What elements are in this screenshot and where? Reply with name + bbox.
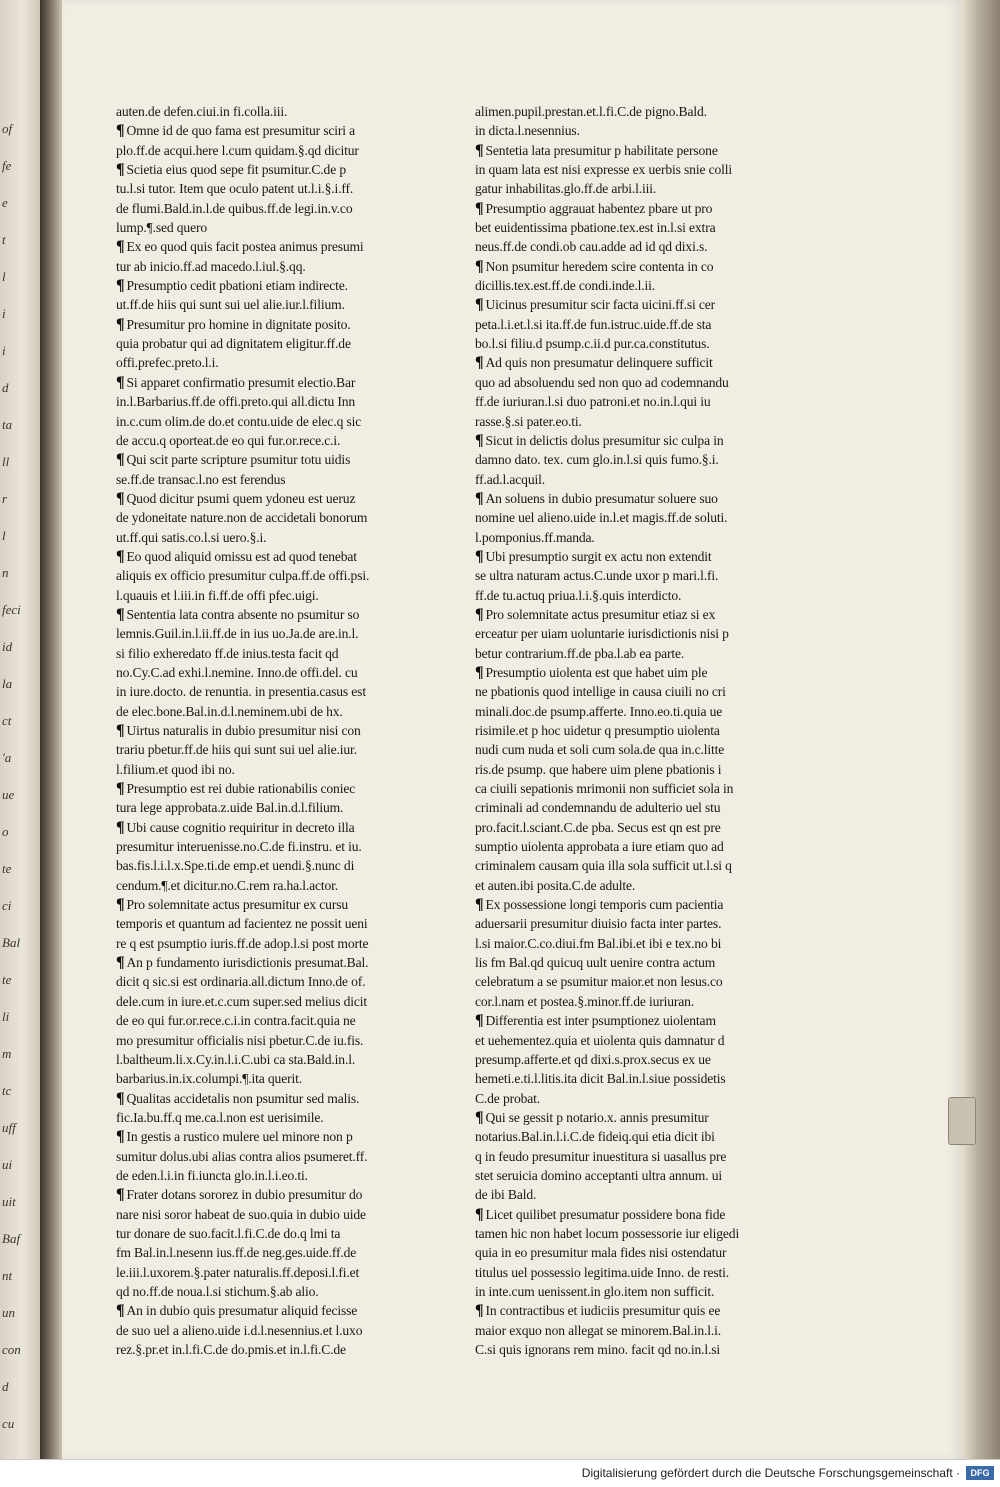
digitization-footer	[0, 1459, 1000, 1487]
facing-page-fragment: n	[2, 565, 9, 580]
text-line: dicillis.tex.est.ff.de condi.inde.l.ii.	[475, 278, 656, 294]
text-line: tamen hic non habet locum possessorie iur eligedi	[475, 1225, 740, 1241]
facing-page-fragment: 'a	[2, 750, 12, 765]
text-line: se.ff.de transac.l.no est ferendus	[116, 471, 286, 487]
text-line: sumitur dolus.ubi alias contra alios psumeret.ff.	[116, 1148, 368, 1164]
text-line	[116, 547, 434, 566]
text-line: tur donare de suo.facit.l.fi.C.de do.q lmi ta	[116, 1225, 341, 1241]
text-line	[116, 315, 434, 334]
text-line-content: Qualitas accidetalis non psumitur sed malis.	[126, 1090, 360, 1106]
text-line: auten.de defen.ciui.in fi.colla.iii.	[116, 104, 288, 119]
paragraph-mark-icon: ¶	[116, 122, 125, 140]
page-clip	[948, 1097, 976, 1145]
facing-page-fragment: ui	[2, 1157, 13, 1172]
text-line: in.l.Barbarius.ff.de offi.preto.qui all.dictu Inn	[116, 394, 356, 410]
text-line: sumptio uiolenta approbata a iure etiam quo ad	[475, 839, 724, 855]
text-line-content: An in dubio quis presumatur aliquid fecisse	[126, 1303, 358, 1319]
facing-page-fragment: ta	[2, 417, 13, 432]
facing-page-fragment: e	[2, 195, 8, 210]
text-line	[475, 1301, 793, 1320]
text-line-content: Differentia est inter psumptionez uiolentam	[485, 1013, 716, 1029]
paragraph-mark-icon: ¶	[475, 663, 484, 681]
facing-page-fragment: ll	[2, 454, 10, 469]
text-line-content: Frater dotans sororez in dubio presumitur do	[126, 1187, 363, 1203]
facing-page-fragment: tc	[2, 1083, 12, 1098]
paragraph-mark-icon: ¶	[116, 315, 125, 333]
text-line: in inte.cum uenissent.in glo.item non sufficit.	[475, 1283, 715, 1299]
text-line: risimile.et p hoc uidetur q presumptio uiolenta	[475, 723, 720, 738]
facing-page-fragment: of	[2, 121, 13, 136]
text-line	[475, 489, 793, 508]
paragraph-mark-icon: ¶	[116, 489, 125, 507]
text-line	[116, 1301, 434, 1320]
text-line	[116, 895, 434, 914]
facing-page-fragment: t	[2, 232, 6, 247]
text-line-content: Pro solemnitate actus presumitur ex cursu	[126, 897, 348, 913]
text-line: celebratum a se psumitur maior.et non lesus.co	[475, 974, 723, 990]
text-line: ris.de psump. que habere uim plene pbationis i	[475, 761, 722, 777]
text-line: l.pomponius.ff.manda.	[475, 529, 595, 545]
paragraph-mark-icon: ¶	[475, 199, 484, 217]
text-line: presumitur interuenisse.no.C.de fi.instru. et iu.	[116, 839, 362, 855]
text-line: presump.afferte.et qd dixi.s.prox.secus ex ue	[475, 1051, 711, 1067]
paragraph-mark-icon: ¶	[116, 277, 125, 295]
text-line-content: Eo quod aliquid omissu est ad quod tenebat	[126, 548, 357, 564]
text-line-content: Quod dicitur psumi quem ydoneu est ueruz	[126, 490, 356, 506]
text-line: ff.de tu.actuq priua.l.i.§.quis interdicto.	[475, 587, 682, 603]
text-line: lis fm Bal.qd quicuq uult uenire contra actum	[475, 955, 716, 971]
text-line: lemnis.Guil.in.l.ii.ff.de in ius uo.Ja.de are.in.l.	[116, 626, 359, 642]
paragraph-mark-icon: ¶	[475, 489, 484, 507]
text-line	[116, 450, 434, 469]
text-line	[475, 663, 793, 682]
text-line: rez.§.pr.et in.l.fi.C.de do.pmis.et in.l.fi.C.de	[116, 1342, 346, 1357]
book-gutter	[40, 0, 62, 1460]
text-line: betur contrarium.ff.de pba.l.ab ea parte.	[475, 645, 685, 661]
text-line	[116, 237, 434, 256]
text-line	[116, 605, 434, 624]
text-line: q in feudo presumitur inuestitura si uasallus pre	[475, 1148, 727, 1164]
paragraph-mark-icon: ¶	[475, 1012, 484, 1030]
text-line: l.quauis et l.iii.in fi.ff.de offi pfec.uigi.	[116, 587, 319, 603]
text-line-content: Si apparet confirmatio presumit electio.Bar	[126, 374, 356, 390]
text-line: re q est psumptio iuris.ff.de adop.l.si post morte	[116, 935, 369, 951]
text-line	[475, 257, 793, 276]
text-line: l.filium.et quod ibi no.	[116, 761, 235, 777]
text-line-content: Ad quis non presumatur delinquere sufficit	[485, 355, 713, 371]
dfg-logo: DFG	[966, 1466, 994, 1480]
facing-page-fragment: Baf	[2, 1231, 21, 1246]
paragraph-mark-icon: ¶	[116, 818, 125, 836]
text-line: titulus uel possessio legitima.uide Inno. de resti.	[475, 1264, 729, 1280]
text-line	[475, 895, 793, 914]
paragraph-mark-icon: ¶	[116, 161, 125, 179]
facing-page-fragment: ct	[2, 713, 12, 728]
text-line: de ibi Bald.	[475, 1187, 537, 1203]
text-line: erceatur per uiam uoluntarie iurisdictionis nisi p	[475, 626, 729, 642]
facing-page-fragment: feci	[2, 602, 21, 617]
text-line-content: Presumptio aggrauat habentez pbare ut pro	[485, 200, 713, 216]
facing-page-fragment: uit	[2, 1194, 16, 1209]
text-line-content: Non psumitur heredem scire contenta in co	[485, 258, 714, 274]
text-line: nudi cum nuda et soli cum sola.de qua in.c.litte	[475, 742, 725, 758]
text-line: fm Bal.in.l.nesenn ius.ff.de neg.ges.uide.ff.de	[116, 1245, 357, 1261]
paragraph-mark-icon: ¶	[116, 238, 125, 256]
facing-page-fragment: id	[2, 639, 13, 654]
text-line: de elec.bone.Bal.in.d.l.neminem.ubi de hx.	[116, 703, 343, 719]
text-line: cor.l.nam et postea.§.minor.ff.de iuriuran.	[475, 993, 695, 1009]
facing-page-fragment: d	[2, 1379, 9, 1394]
text-line	[116, 1089, 434, 1108]
text-line: ff.de iuriuran.l.si duo patroni.et no.in.l.qui iu	[475, 394, 711, 410]
text-line: aliquis ex officio presumitur culpa.ff.de offi.psi.	[116, 568, 370, 584]
text-line-content: Ubi presumptio surgit ex actu non extendit	[485, 548, 712, 564]
paragraph-mark-icon: ¶	[116, 896, 125, 914]
text-line: l.si maior.C.co.diui.fm Bal.ibi.et ibi e tex.no bi	[475, 935, 722, 951]
text-line: cendum.¶.et dicitur.no.C.rem ra.ha.l.actor.	[116, 877, 339, 893]
paragraph-mark-icon: ¶	[475, 257, 484, 275]
text-line: se ultra naturam actus.C.unde uxor p mari.l.fi.	[475, 568, 719, 584]
text-line	[475, 1011, 793, 1030]
paragraph-mark-icon: ¶	[116, 547, 125, 565]
text-line-content: Uirtus naturalis in dubio presumitur nisi con	[126, 723, 361, 738]
paragraph-mark-icon: ¶	[475, 605, 484, 623]
text-line: in quam lata est nisi expresse ex uerbis snie colli	[475, 162, 732, 178]
text-line-content: An soluens in dubio presumatur soluere suo	[485, 490, 718, 506]
facing-page-fragment: m	[2, 1046, 12, 1061]
text-line-content: Omne id de quo fama est presumitur sciri a	[126, 123, 356, 139]
facing-page-fragment: Bal	[2, 935, 21, 950]
facing-page-fragment: r	[2, 491, 8, 506]
paragraph-mark-icon: ¶	[475, 141, 484, 159]
paragraph-mark-icon: ¶	[116, 954, 125, 972]
text-line-content: Scietia eius quod sepe fit psumitur.C.de p	[126, 162, 346, 178]
paragraph-mark-icon: ¶	[475, 896, 484, 914]
paragraph-mark-icon: ¶	[116, 780, 125, 798]
facing-page-fragment: d	[2, 380, 9, 395]
paragraph-mark-icon: ¶	[116, 373, 125, 391]
text-line: trariu pbetur.ff.de hiis qui sunt sui uel alie.iur.	[116, 742, 357, 758]
text-line	[116, 160, 434, 179]
facing-page-fragment: te	[2, 972, 12, 987]
facing-page-fragment: i	[2, 343, 6, 358]
facing-page-fragment: un	[2, 1305, 15, 1320]
text-line: nomine uel alieno.uide in.l.et magis.ff.de soluti.	[475, 510, 728, 526]
text-line: in iure.docto. de renuntia. in presentia.casus est	[116, 684, 366, 700]
text-line	[116, 121, 434, 140]
text-line: dele.cum in iure.et.c.cum super.sed melius dicit	[116, 993, 368, 1009]
text-line: mo presumitur officialis nisi pbetur.C.de iu.fis.	[116, 1032, 364, 1048]
facing-page-fragment: ue	[2, 787, 15, 802]
text-line: l.baltheum.li.x.Cy.in.l.i.C.ubi ca sta.Bald.in.l.	[116, 1051, 356, 1067]
text-line	[116, 779, 434, 798]
text-line: bas.fis.l.i.l.x.Spe.ti.de emp.et uendi.§.nunc di	[116, 858, 355, 874]
page-stack-edge	[962, 0, 1000, 1460]
text-line	[116, 953, 434, 972]
text-line: barbarius.in.ix.columpi.¶.ita querit.	[116, 1071, 302, 1087]
text-line: gatur inhabilitas.glo.ff.de arbi.l.iii.	[475, 181, 657, 197]
text-line-content: Ex possessione longi temporis cum pacientia	[485, 897, 724, 913]
text-line-content: Sicut in delictis dolus presumitur sic culpa in	[485, 432, 724, 448]
facing-page-fragment: l	[2, 269, 6, 284]
paragraph-mark-icon: ¶	[116, 1302, 125, 1320]
text-line: dicit q sic.si est ordinaria.all.dictum Inno.de of.	[116, 974, 366, 990]
text-line-content: Licet quilibet presumatur possidere bona fide	[485, 1206, 726, 1222]
text-line: lump.¶.sed quero	[116, 220, 207, 236]
text-line	[116, 489, 434, 508]
text-line: quo ad absoluendu sed non quo ad codemnandu	[475, 374, 729, 390]
text-line: ff.ad.l.acquil.	[475, 471, 545, 487]
facing-page-fragment: fe	[2, 158, 12, 173]
text-line: hemeti.e.ti.l.litis.ita dicit Bal.in.l.siue possidetis	[475, 1071, 726, 1087]
text-line: neus.ff.de condi.ob cau.adde ad id qd dixi.s.	[475, 239, 708, 255]
paragraph-mark-icon: ¶	[475, 1205, 484, 1223]
facing-page-fragment: o	[2, 824, 9, 839]
text-line: et auten.ibi posita.C.de adulte.	[475, 877, 636, 893]
text-line	[475, 295, 793, 314]
facing-page-fragment: uff	[2, 1120, 16, 1135]
text-line	[116, 276, 434, 295]
text-line: quia in eo presumitur mala fides nisi ostendatur	[475, 1245, 727, 1261]
text-line: damno dato. tex. cum glo.in.l.si quis fumo.§.i.	[475, 452, 719, 468]
paragraph-mark-icon: ¶	[116, 1128, 125, 1146]
facing-page-fragment: cu	[2, 1416, 15, 1431]
text-line: no.Cy.C.ad exhi.l.nemine. Inno.de offi.del. cu	[116, 664, 358, 680]
text-line: de flumi.Bald.in.l.de quibus.ff.de legi.in.v.co	[116, 200, 353, 216]
text-line	[475, 431, 793, 450]
text-line	[475, 199, 793, 218]
text-line: tu.l.si tutor. Item que oculo patent ut.l.i.§.i.ff.	[116, 181, 354, 197]
text-line: si filio exheredato ff.de inius.testa facit qd	[116, 645, 339, 661]
paragraph-mark-icon: ¶	[475, 547, 484, 565]
facing-page-edge	[0, 0, 41, 1460]
paragraph-mark-icon: ¶	[475, 431, 484, 449]
facing-page-fragment: li	[2, 1009, 10, 1024]
text-line: maior exquo non allegat se minorem.Bal.in.l.i.	[475, 1322, 722, 1338]
text-line	[116, 373, 434, 392]
text-line	[475, 141, 793, 160]
text-line-content: Sentetia lata presumitur p habilitate persone	[485, 142, 718, 158]
text-line: criminali ad condemnandu de adulterio uel stu	[475, 800, 721, 816]
paragraph-mark-icon: ¶	[475, 1108, 484, 1126]
text-line	[116, 1127, 434, 1146]
text-line: qd no.ff.de noua.l.si stichum.§.ab alio.	[116, 1283, 319, 1299]
text-line-content: In contractibus et iudiciis presumitur quis ee	[485, 1303, 721, 1319]
text-line-content: Pro solemnitate actus presumitur etiaz si ex	[485, 606, 716, 622]
facing-page-fragment: con	[2, 1342, 21, 1357]
text-line-content: Uicinus presumitur scir facta uicini.ff.si cer	[485, 297, 716, 313]
footer-credit: Digitalisierung gefördert durch die Deutsche Forschungsgemeinschaft ·	[581, 1466, 960, 1480]
facing-page-fragment: l	[2, 528, 6, 543]
text-line: temporis et quantum ad facientez ne possit ueni	[116, 916, 368, 932]
paragraph-mark-icon: ¶	[475, 1302, 484, 1320]
text-line: stet seruicia domino acceptanti ultra annum. ui	[475, 1167, 722, 1183]
paragraph-mark-icon: ¶	[116, 605, 125, 623]
text-line-content: Presumitur pro homine in dignitate posito.	[126, 316, 351, 332]
facing-page-fragment: i	[2, 306, 6, 321]
text-line: ut.ff.de hiis qui sunt sui uel alie.iur.l.filium.	[116, 297, 345, 313]
paragraph-mark-icon: ¶	[475, 354, 484, 372]
text-line: aduersarii presumitur diuisio facta inter partes.	[475, 916, 722, 932]
text-line	[475, 547, 793, 566]
text-line: in.c.cum olim.de do.et contu.uide de elec.q sic	[116, 413, 362, 429]
text-line: peta.l.i.et.l.si ita.ff.de fun.istruc.uide.ff.de sta	[475, 316, 712, 332]
facing-page-fragment: nt	[2, 1268, 13, 1283]
text-column-left	[116, 102, 434, 1359]
text-column-right	[475, 102, 793, 1359]
text-line-content: Sententia lata contra absente no psumitur so	[126, 606, 360, 622]
text-line: rasse.§.si pater.eo.ti.	[475, 413, 582, 429]
paragraph-mark-icon: ¶	[116, 722, 125, 739]
text-line	[116, 721, 434, 740]
text-line: ca ciuili sepationis mrimonii non sufficiet sola in	[475, 781, 734, 797]
paragraph-mark-icon: ¶	[116, 1089, 125, 1107]
text-line: C.si quis ignorans rem mino. facit qd no.in.l.si	[475, 1342, 721, 1357]
text-line: in dicta.l.nesennius.	[475, 123, 580, 139]
text-line: quia probatur qui ad dignitatem eligitur.ff.de	[116, 336, 351, 352]
text-line-content: Presumptio uiolenta est que habet uim ple	[485, 664, 708, 680]
text-line-content: An p fundamento iurisdictionis presumat.Bal.	[126, 955, 369, 971]
text-line: minali.doc.de psump.afferte. Inno.eo.ti.quia ue	[475, 703, 723, 719]
text-line	[475, 1108, 793, 1127]
text-line: ut.ff.qui satis.co.l.si uero.§.i.	[116, 529, 267, 545]
text-line: le.iii.l.uxorem.§.pater naturalis.ff.deposi.l.fi.et	[116, 1264, 360, 1280]
text-line: et uehementez.quia et uiolenta quis damnatur d	[475, 1032, 725, 1048]
text-line-content: Ubi cause cognitio requiritur in decreto illa	[126, 819, 355, 835]
text-line-content: Presumptio cedit pbationi etiam indirecte.	[126, 278, 348, 294]
text-line: de suo uel a alieno.uide i.d.l.nesennius.et l.uxo	[116, 1322, 363, 1338]
facing-page-fragment: ci	[2, 898, 12, 913]
text-line: de accu.q oporteat.de eo qui fur.or.rece.c.i.	[116, 432, 341, 448]
text-line: alimen.pupil.prestan.et.l.fi.C.de pigno.Bald.	[475, 104, 707, 119]
text-line: nare nisi soror habeat de suo.quia in dubio uide	[116, 1206, 366, 1222]
text-line: tura lege approbata.z.uide Bal.in.d.l.filium.	[116, 800, 344, 816]
text-line: de eden.l.i.in fi.iuncta glo.in.l.i.eo.ti.	[116, 1167, 308, 1183]
text-line: ne pbationis quod intellige in causa ciuili no cri	[475, 684, 726, 700]
text-line	[475, 353, 793, 372]
text-line: notarius.Bal.in.l.i.C.de fideiq.qui etia dicit ibi	[475, 1129, 715, 1145]
text-line-content: Presumptio est rei dubie rationabilis coniec	[126, 781, 356, 797]
facing-page-fragment: te	[2, 861, 12, 876]
text-line	[116, 1185, 434, 1204]
text-line: fic.Ia.bu.ff.q me.ca.l.non est uerisimile.	[116, 1109, 324, 1125]
text-line-content: In gestis a rustico mulere uel minore non p	[126, 1129, 353, 1145]
text-line: criminalem causam quia illa sola sufficit ut.l.si q	[475, 858, 732, 874]
paragraph-mark-icon: ¶	[116, 1186, 125, 1204]
text-line: bo.l.si filiu.d psump.c.ii.d pur.ca.constitutus.	[475, 336, 710, 352]
text-line	[475, 1205, 793, 1224]
text-line: C.de probat.	[475, 1090, 541, 1106]
paragraph-mark-icon: ¶	[116, 451, 125, 469]
text-line: plo.ff.de acqui.here l.cum quidam.§.qd dicitur	[116, 142, 359, 158]
text-line: pro.facit.l.sciant.C.de pba. Secus est qn est pre	[475, 819, 721, 835]
facing-page-fragment: la	[2, 676, 13, 691]
text-line: de ydoneitate nature.non de accidetali bonorum	[116, 510, 368, 526]
text-line: tur ab inicio.ff.ad macedo.l.iul.§.qq.	[116, 258, 306, 274]
text-line	[116, 818, 434, 837]
text-line	[475, 605, 793, 624]
text-line-content: Qui se gessit p notario.x. annis presumitur	[485, 1109, 709, 1125]
text-line: bet euidentissima pbatione.tex.est in.l.si extra	[475, 220, 716, 236]
paragraph-mark-icon: ¶	[475, 296, 484, 314]
text-line-content: Qui scit parte scripture psumitur totu uidis	[126, 452, 351, 468]
text-line-content: Ex eo quod quis facit postea animus presumi	[126, 239, 364, 255]
text-line: de eo qui fur.or.rece.c.i.in contra.facit.quia ne	[116, 1013, 356, 1029]
text-line: offi.prefec.preto.l.i.	[116, 355, 219, 371]
